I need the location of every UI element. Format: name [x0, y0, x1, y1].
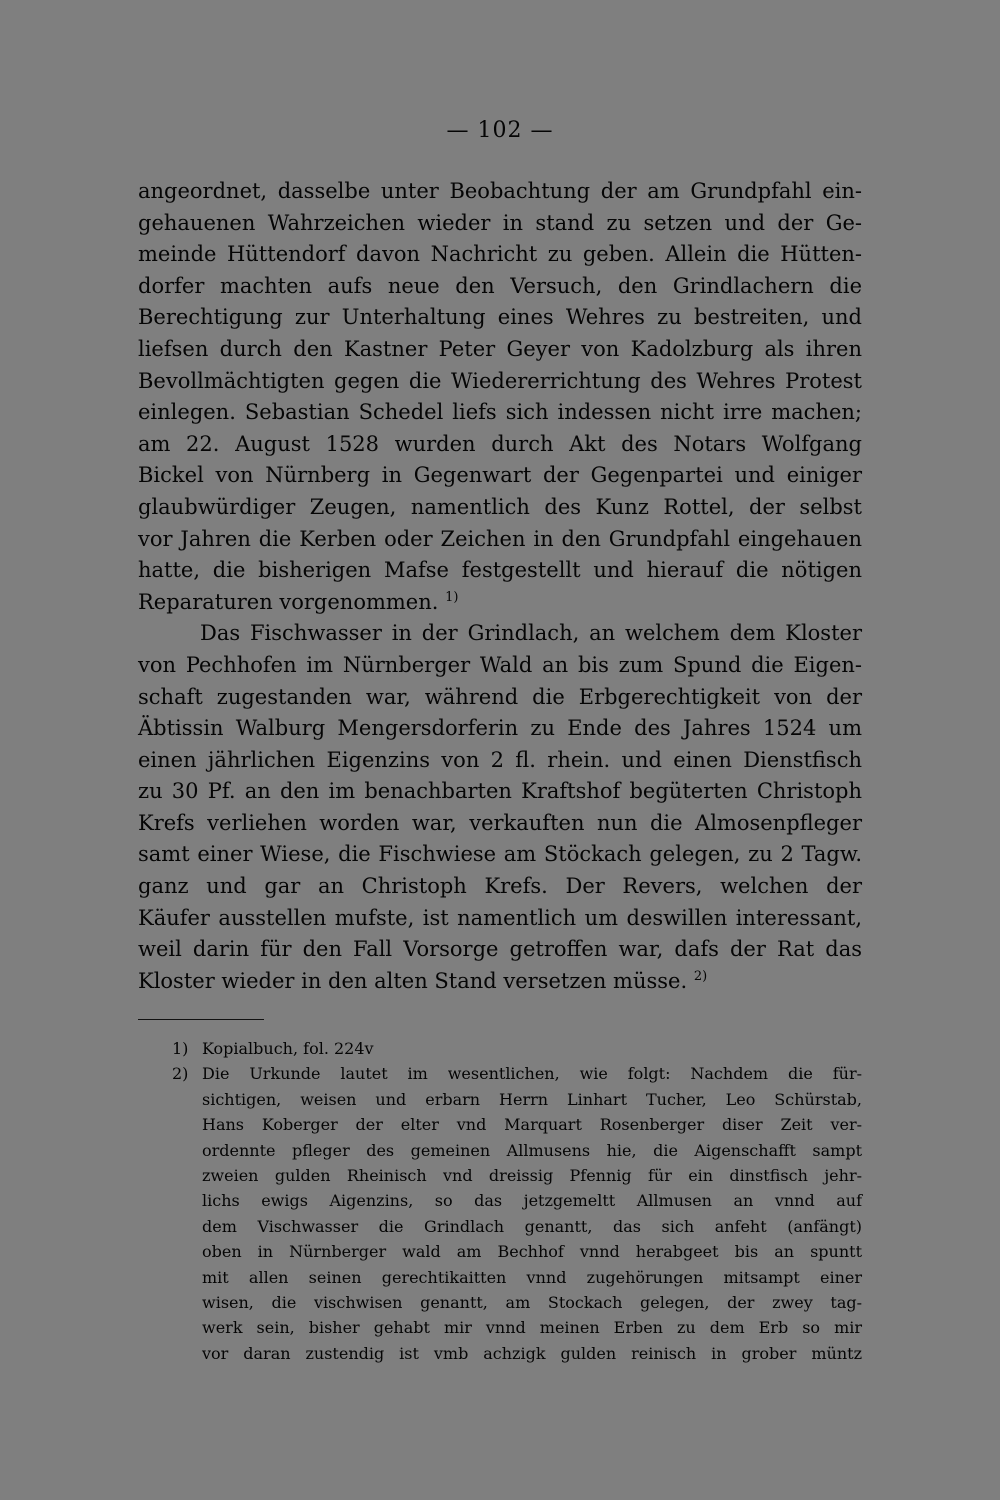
footnote-line: werk sein, bisher gehabt mir vnnd meinen Erben zu dem Erb so mir	[202, 1318, 862, 1338]
footnote-text: Die Urkunde lautet im wesentlichen, wie folgt: Nachdem die für-	[202, 1064, 862, 1084]
footnote-line: vor daran zustendig ist vmb achzigk gulden reinisch in grober müntz	[202, 1343, 862, 1363]
text-line: samt einer Wiese, die Fischwiese am Stöckach gelegen, zu 2 Tagw.	[138, 842, 862, 867]
footnote-marker: 2)	[172, 1064, 189, 1084]
text-line: ganz und gar an Christoph Krefs. Der Revers, welchen der	[138, 874, 862, 899]
footnote-line: oben in Nürnberger wald am Bechhof vnnd herabgeet bis an spuntt	[202, 1242, 862, 1262]
footnote-line: dem Vischwasser die Grindlach genantt, das sich anfeht (anfängt)	[202, 1216, 862, 1236]
footnote-ref-1: 1)	[445, 589, 459, 605]
text-line: dorfer machten aufs neue den Versuch, den Grindlachern die	[138, 273, 862, 298]
text-line: liefsen durch den Kastner Peter Geyer von Kadolzburg als ihren	[138, 336, 862, 361]
text-line: schaft zugestanden war, während die Erbgerechtigkeit von der	[138, 684, 862, 709]
footnote-divider	[138, 1019, 264, 1020]
text-line: vor Jahren die Kerben oder Zeichen in den Grundpfahl eingehauen	[138, 526, 862, 551]
footnote-line: ordennte pfleger des gemeinen Allmusens hie, die Aigenschafft sampt	[202, 1140, 862, 1160]
text-line: hatte, die bisherigen Mafse festgestellt und hierauf die nötigen	[138, 558, 862, 583]
text-line: einlegen. Sebastian Schedel liefs sich indessen nicht irre machen;	[138, 400, 862, 425]
footnote-line: sichtigen, weisen und erbarn Herrn Linhart Tucher, Leo Schürstab,	[202, 1089, 862, 1109]
footnotes	[172, 1036, 862, 1366]
footnote-marker: 1)	[172, 1039, 189, 1058]
text-line: Bevollmächtigten gegen die Wiedererrichtung des Wehres Protest	[138, 368, 862, 393]
text-line: gehauenen Wahrzeichen wieder in stand zu setzen und der Ge-	[138, 210, 862, 235]
text-line: Berechtigung zur Unterhaltung eines Wehres zu bestreiten, und	[138, 305, 862, 330]
footnote-line: lichs ewigs Aigenzins, so das jetzgemeltt Allmusen an vnnd auf	[202, 1191, 862, 1211]
text-line: am 22. August 1528 wurden durch Akt des Notars Wolfgang	[138, 431, 862, 456]
footnote-1	[172, 1036, 862, 1061]
text-line-paragraph-start: Das Fischwasser in der Grindlach, an welchem dem Kloster	[200, 621, 862, 646]
footnote-line: Hans Koberger der elter vnd Marquart Rosenberger diser Zeit ver-	[202, 1115, 862, 1135]
text-line: meinde Hüttendorf davon Nachricht zu geben. Allein die Hütten-	[138, 242, 862, 267]
text-line: Äbtissin Walburg Mengersdorferin zu Ende des Jahres 1524 um	[138, 716, 862, 741]
text-line: von Pechhofen im Nürnberger Wald an bis zum Spund die Eigen-	[138, 652, 862, 677]
text-line: einen jährlichen Eigenzins von 2 fl. rhein. und einen Dienstfisch	[138, 747, 862, 772]
footnote-line: zweien gulden Rheinisch vnd dreissig Pfennig für ein dinstfisch jehr-	[202, 1166, 862, 1186]
footnote-line: mit allen seinen gerechtikaitten vnnd zugehörungen mitsampt einer	[202, 1267, 862, 1287]
text-line: Krefs verliehen worden war, verkauften nun die Almosenpfleger	[138, 810, 862, 835]
footnote-line: wisen, die vischwisen genantt, am Stockach gelegen, der zwey tag-	[202, 1293, 862, 1313]
footnote-ref-2: 2)	[693, 968, 708, 984]
text-line-content: Reparaturen vorgenommen.	[138, 589, 439, 614]
text-line-content: Kloster wieder in den alten Stand versetzen müsse.	[138, 968, 688, 993]
text-line: angeordnet, dasselbe unter Beobachtung der am Grundpfahl ein-	[138, 179, 862, 203]
footnote-2-first-line	[172, 1061, 862, 1086]
text-line: zu 30 Pf. an den im benachbarten Kraftshof begüterten Christoph	[138, 779, 862, 804]
footnote-text: Kopialbuch, fol. 224v	[202, 1039, 374, 1058]
text-line	[138, 966, 862, 998]
text-line: weil darin für den Fall Vorsorge getroffen war, dafs der Rat das	[138, 937, 862, 962]
text-line	[138, 587, 862, 619]
main-text	[138, 176, 862, 997]
text-line: Käufer ausstellen mufste, ist namentlich um deswillen interessant,	[138, 905, 862, 930]
text-line: Bickel von Nürnberg in Gegenwart der Gegenpartei und einiger	[138, 463, 862, 488]
text-line: glaubwürdiger Zeugen, namentlich des Kunz Rottel, der selbst	[138, 494, 862, 519]
page-number: — 102 —	[446, 118, 554, 143]
